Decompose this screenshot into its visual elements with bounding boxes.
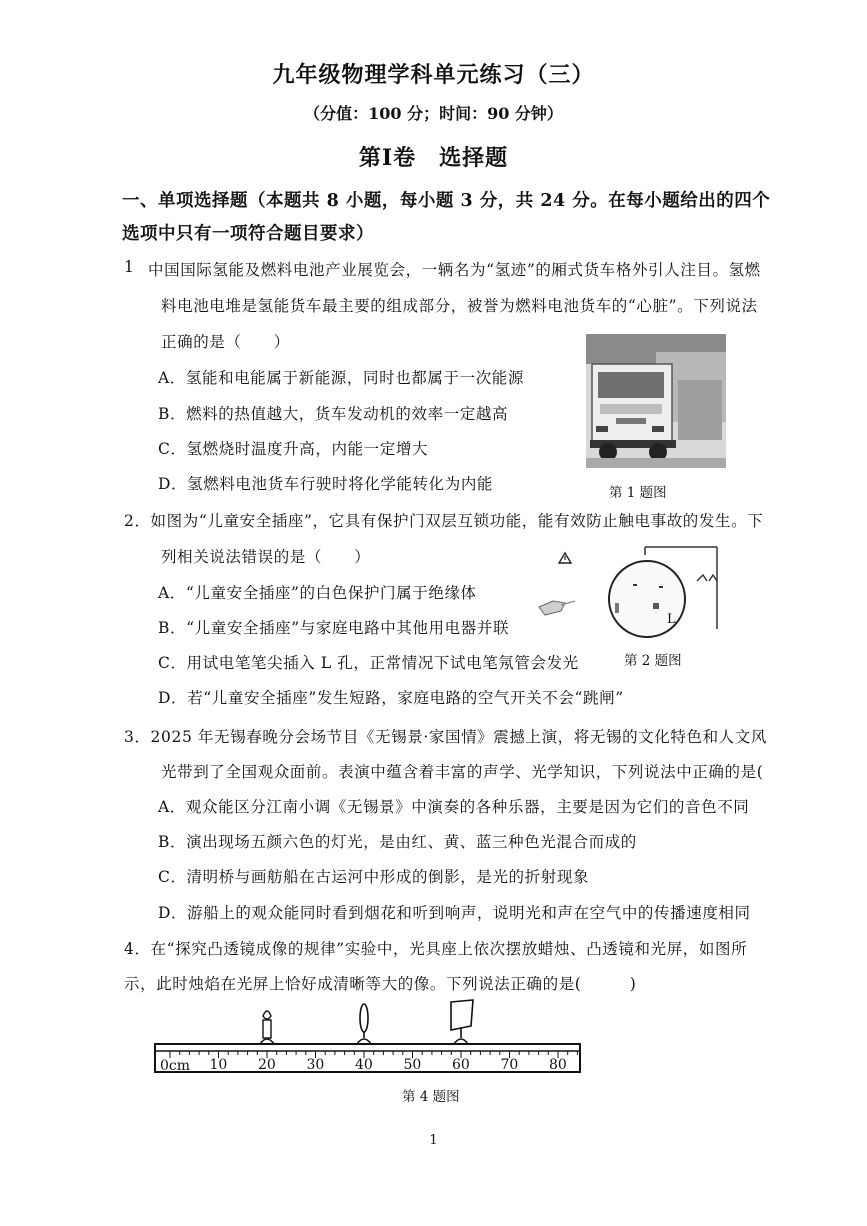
q3-line-1: 3．2025 年无锡春晚分会场节目《无锡景·家国情》震撼上演，将无锡的文化特色和人文风 bbox=[124, 728, 767, 746]
optical-bench-figure bbox=[150, 998, 590, 1078]
q4-line-1: 4．在“探究凸透镜成像的规律”实验中，光具座上依次摆放蜡烛、凸透镜和光屏，如图所 bbox=[124, 940, 748, 958]
convex-lens bbox=[357, 1004, 371, 1044]
bench-tick-label: 60 bbox=[452, 1057, 470, 1073]
q1-option-a: A．氢能和电能属于新能源，同时也都属于一次能源 bbox=[158, 369, 524, 387]
q1-option-b: B．燃料的热值越大，货车发动机的效率一定越高 bbox=[158, 405, 509, 423]
candle-body bbox=[263, 1020, 271, 1038]
q3-line-2: 光带到了全国观众面前。表演中蕴含着丰富的声学、光学知识，下列说法中正确的是( bbox=[161, 763, 764, 781]
q3-option-b: B．演出现场五颜六色的灯光，是由红、黄、蓝三种色光混合而成的 bbox=[158, 833, 637, 851]
q2-figure-caption: 第 2 题图 bbox=[624, 653, 682, 669]
light-screen bbox=[451, 1000, 473, 1044]
q2-line-1: 2．如图为“儿童安全插座”，它具有保护门双层互锁功能，能有效防止触电事故的发生。下 bbox=[124, 512, 764, 530]
exam-info: （分值：100 分；时间：90 分钟） bbox=[304, 104, 563, 123]
section-title: 第Ⅰ卷 选择题 bbox=[358, 145, 509, 171]
bench-unit-label: 0cm bbox=[160, 1058, 191, 1074]
q1-line-3: 正确的是（ ） bbox=[161, 333, 290, 351]
instructions-line-1: 一、单项选择题（本题共 8 小题，每小题 3 分，共 24 分。在每小题给出的四个 bbox=[122, 191, 771, 211]
q4-figure-caption: 第 4 题图 bbox=[402, 1089, 460, 1105]
q3-option-a: A．观众能区分江南小调《无锡景》中演奏的各种乐器，主要是因为它们的音色不同 bbox=[158, 798, 750, 816]
q1-line-1: 中国国际氢能及燃料电池产业展览会，一辆名为“氢迹”的厢式货车格外引人注目。氢燃 bbox=[148, 261, 761, 279]
bench-tick-label: 10 bbox=[209, 1057, 228, 1073]
q2-option-c: C．用试电笔笔尖插入 L 孔，正常情况下试电笔氖管会发光 bbox=[158, 654, 579, 672]
page-number: 1 bbox=[429, 1133, 438, 1148]
bench-tick-label: 80 bbox=[549, 1057, 567, 1073]
q2-line-2: 列相关说法错误的是（ ） bbox=[161, 548, 371, 566]
plug-icon bbox=[539, 601, 565, 615]
bench-tick-label: 40 bbox=[355, 1057, 373, 1073]
q1-truck-photo bbox=[586, 334, 726, 468]
q1-figure-caption: 第 1 题图 bbox=[609, 485, 667, 501]
candle bbox=[260, 1011, 274, 1044]
q2-option-b: B．“儿童安全插座”与家庭电路中其他用电器并联 bbox=[158, 619, 510, 637]
candle-flame bbox=[263, 1011, 271, 1019]
instructions-line-2: 选项中只有一项符合题目要求） bbox=[122, 224, 374, 244]
bench-tick-label: 20 bbox=[258, 1057, 276, 1073]
bench-tick-label: 30 bbox=[306, 1057, 325, 1073]
q1-line-2: 料电池电堆是氢能货车最主要的组成部分，被誉为燃料电池货车的“心脏”。下列说法 bbox=[161, 297, 758, 315]
page-title: 九年级物理学科单元练习（三） bbox=[272, 62, 595, 88]
q1-number: 1 bbox=[124, 258, 135, 276]
socket-l-label: L bbox=[667, 612, 676, 627]
q2-option-a: A．“儿童安全插座”的白色保护门属于绝缘体 bbox=[158, 584, 477, 602]
bench-tick-label: 50 bbox=[403, 1057, 422, 1073]
q3-option-d: D．游船上的观众能同时看到烟花和听到响声，说明光和声在空气中的传播速度相同 bbox=[158, 904, 751, 922]
q4-line-2: 示，此时烛焰在光屏上恰好成清晰等大的像。下列说法正确的是( ) bbox=[124, 975, 637, 993]
q2-socket-figure bbox=[535, 545, 725, 641]
q3-option-c: C．清明桥与画舫船在古运河中形成的倒影，是光的折射现象 bbox=[158, 868, 590, 886]
q1-option-c: C．氢燃烧时温度升高，内能一定增大 bbox=[158, 440, 429, 458]
q1-option-d: D．氢燃料电池货车行驶时将化学能转化为内能 bbox=[158, 475, 494, 493]
q2-option-d: D．若“儿童安全插座”发生短路，家庭电路的空气开关不会“跳闸” bbox=[158, 689, 624, 707]
bench-tick-label: 70 bbox=[500, 1057, 519, 1073]
